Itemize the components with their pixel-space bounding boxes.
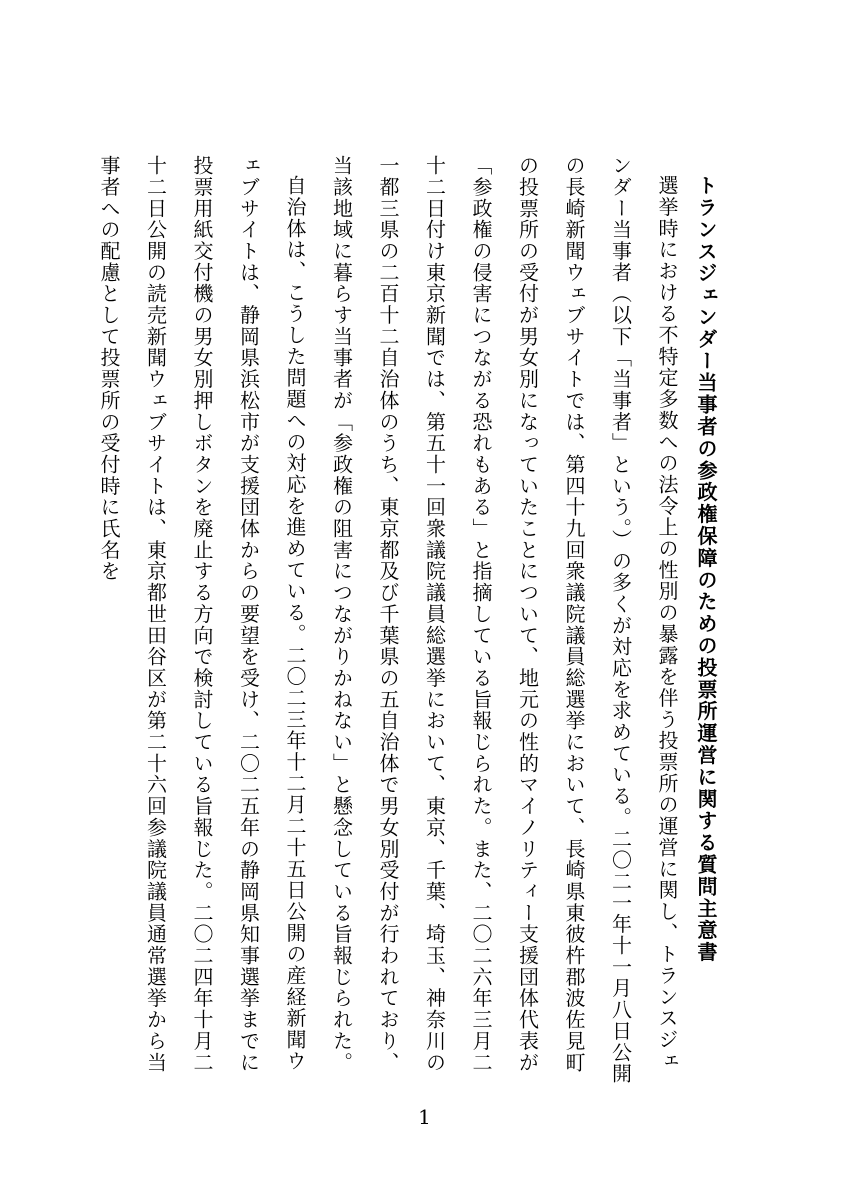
document-title: トランスジェンダー当事者の参政権保障のための投票所運営に関する質問主意書 xyxy=(694,175,718,964)
body-paragraph: 選挙時における不特定多数への法令上の性別の暴露を伴う投票所の運営に関し、トランスジェンダー当事者（以下「当事者」という。）の多くが対応を求めている。二〇二一年十一月八日公開の長崎新聞ウェブサイトでは、第四十九回衆議院議員総選挙において、長崎県東彼杵郡波佐見町の投票所の受付が男女別になっていたことについて、地元の性的マイノリティー支援団体代表が「参政権の侵害につながる恐れもある」と指摘している旨報じられた。また、二〇二六年三月二十二日付け東京新聞では、第五十一回衆議院議員総選挙において、東京、千葉、埼玉、神奈川の一都三県の二百十二自治体のうち、東京都及び千葉県の五自治体で男女別受付が行われており、当該地域に暮らす当事者が「参政権の阻害につながりかねない」と懸念している旨報じられた。 xyxy=(329,155,679,1085)
body-paragraph: 自治体は、こうした問題への対応を進めている。二〇二三年十二月二十五日公開の産経新聞ウェブサイトは、静岡県浜松市が支援団体からの要望を受け、二〇二五年の静岡県知事選挙までに投票用紙交付機の男女別押しボタンを廃止する方向で検討している旨報じた。二〇二四年十月二十二日公開の読売新聞ウェブサイトは、東京都世田谷区が第二十六回参議院議員通常選挙から当事者への配慮として投票所の受付時に氏名を xyxy=(97,155,307,1074)
page-number: 1 xyxy=(418,1105,431,1129)
document-body xyxy=(97,155,690,1085)
